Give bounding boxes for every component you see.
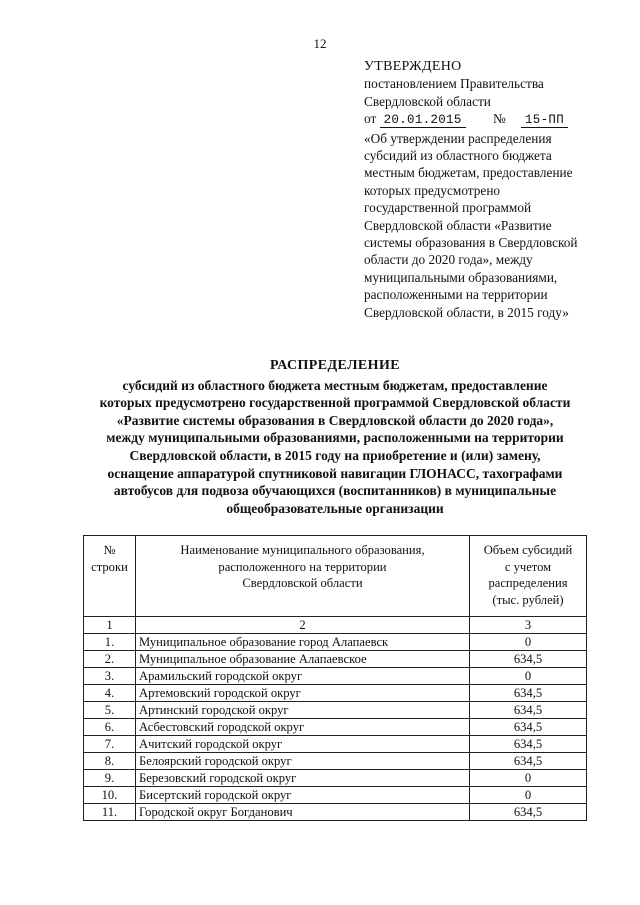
row-number-cell: 9. <box>84 770 136 787</box>
decree-subject <box>364 130 634 321</box>
column-index: 1 <box>84 617 136 634</box>
subsidy-value-cell: 634,5 <box>470 804 587 821</box>
decree-subject-line: субсидий из областного бюджета <box>364 148 552 164</box>
municipality-name-cell: Артинский городской округ <box>136 702 470 719</box>
header-row-number <box>84 536 136 617</box>
header-subsidy-amount <box>470 536 587 617</box>
decree-subject-line: Свердловской области «Развитие <box>364 217 552 233</box>
subsidy-value-cell: 0 <box>470 770 587 787</box>
header-line: расположенного на территории <box>218 559 387 574</box>
table-row <box>84 634 587 651</box>
approval-line: постановлением Правительства <box>364 76 544 92</box>
column-index: 3 <box>470 617 587 634</box>
municipality-name-cell: Арамильский городской округ <box>136 668 470 685</box>
date-prefix: от <box>364 111 377 127</box>
document-subtitle-line: которых предусмотрено государственной программой Свердловской области <box>99 395 571 411</box>
subsidy-value-cell: 634,5 <box>470 702 587 719</box>
table-row <box>84 685 587 702</box>
decree-subject-line: муниципальными образованиями, <box>364 269 558 285</box>
row-number-cell: 4. <box>84 685 136 702</box>
municipality-name-cell: Березовский городской округ <box>136 770 470 787</box>
document-subtitle-line: Свердловской области, в 2015 году на приобретение и (или) замену, <box>129 447 541 463</box>
municipality-name-cell: Бисертский городской округ <box>136 787 470 804</box>
table-row <box>84 804 587 821</box>
row-number-cell: 6. <box>84 719 136 736</box>
document-subtitle-line: «Развитие системы образования в Свердловской области до 2020 года», <box>116 412 554 428</box>
approved-heading: УТВЕРЖДЕНО <box>364 59 462 74</box>
municipality-name-cell: Артемовский городской округ <box>136 685 470 702</box>
document-subtitle-line: оснащение аппаратурой спутниковой навигации ГЛОНАСС, тахографами <box>107 465 563 481</box>
subsidy-value-cell: 634,5 <box>470 651 587 668</box>
document-title: РАСПРЕДЕЛЕНИЕ <box>270 358 400 373</box>
table-row <box>84 702 587 719</box>
subsidy-value-cell: 634,5 <box>470 753 587 770</box>
header-line: с учетом <box>504 559 552 574</box>
approval-line: Свердловской области <box>364 93 491 109</box>
decree-subject-line: местным бюджетам, предоставление <box>364 165 573 181</box>
subsidy-value-cell: 634,5 <box>470 736 587 753</box>
table-row <box>84 719 587 736</box>
page-number: 12 <box>313 36 327 51</box>
header-line: № <box>103 543 116 557</box>
approval-date-line <box>364 110 634 129</box>
header-line: Свердловской области <box>242 576 363 590</box>
row-number-cell: 1. <box>84 634 136 651</box>
decree-number: 15-ПП <box>521 113 568 128</box>
column-index-row <box>84 617 587 634</box>
subsidy-value-cell: 0 <box>470 668 587 685</box>
document-title-block <box>40 357 630 517</box>
row-number-cell: 8. <box>84 753 136 770</box>
decree-subject-line: системы образования в Свердловской <box>364 235 578 251</box>
row-number-cell: 3. <box>84 668 136 685</box>
municipality-name-cell: Муниципальное образование Алапаевское <box>136 651 470 668</box>
table-row <box>84 668 587 685</box>
document-subtitle-line: общеобразовательные организации <box>226 500 444 516</box>
decree-subject-line: Свердловской области, в 2015 году» <box>364 304 569 320</box>
document-subtitle-line: субсидий из областного бюджета местным бюджетам, предоставление <box>122 377 548 393</box>
decree-subject-line: которых предусмотрено <box>364 182 501 198</box>
table-row <box>84 736 587 753</box>
header-line: Наименование муниципального образования, <box>180 543 425 557</box>
decree-subject-line: области до 2020 года», между <box>364 252 533 268</box>
distribution-table <box>83 535 587 821</box>
municipality-name-cell: Белоярский городской округ <box>136 753 470 770</box>
municipality-name-cell: Городской округ Богданович <box>136 804 470 821</box>
number-sign: № <box>492 111 506 127</box>
subsidy-value-cell: 0 <box>470 787 587 804</box>
municipality-name-cell: Муниципальное образование город Алапаевск <box>136 634 470 651</box>
document-subtitle-line: автобусов для подвоза обучающихся (воспитанников) в муниципальные <box>113 483 557 499</box>
decree-subject-line: «Об утверждении распределения <box>364 130 552 146</box>
municipality-name-cell: Ачитский городской округ <box>136 736 470 753</box>
decree-date: 20.01.2015 <box>380 113 466 128</box>
table-row <box>84 651 587 668</box>
header-line: строки <box>91 559 128 574</box>
table-row <box>84 770 587 787</box>
decree-subject-line: государственной программой <box>364 200 532 216</box>
document-subtitle <box>40 377 630 518</box>
table-row <box>84 753 587 770</box>
row-number-cell: 2. <box>84 651 136 668</box>
subsidy-value-cell: 634,5 <box>470 719 587 736</box>
row-number-cell: 10. <box>84 787 136 804</box>
header-municipality <box>136 536 470 617</box>
subsidy-value-cell: 0 <box>470 634 587 651</box>
approval-stamp <box>364 58 634 321</box>
header-line: (тыс. рублей) <box>492 592 564 607</box>
header-line: распределения <box>488 576 568 590</box>
decree-subject-line: расположенными на территории <box>364 287 548 303</box>
header-line: Объем субсидий <box>483 543 573 557</box>
table-row <box>84 787 587 804</box>
column-index: 2 <box>136 617 470 634</box>
municipality-name-cell: Асбестовский городской округ <box>136 719 470 736</box>
subsidy-value-cell: 634,5 <box>470 685 587 702</box>
row-number-cell: 5. <box>84 702 136 719</box>
row-number-cell: 11. <box>84 804 136 821</box>
document-subtitle-line: между муниципальными образованиями, расположенными на территории <box>106 430 564 446</box>
row-number-cell: 7. <box>84 736 136 753</box>
